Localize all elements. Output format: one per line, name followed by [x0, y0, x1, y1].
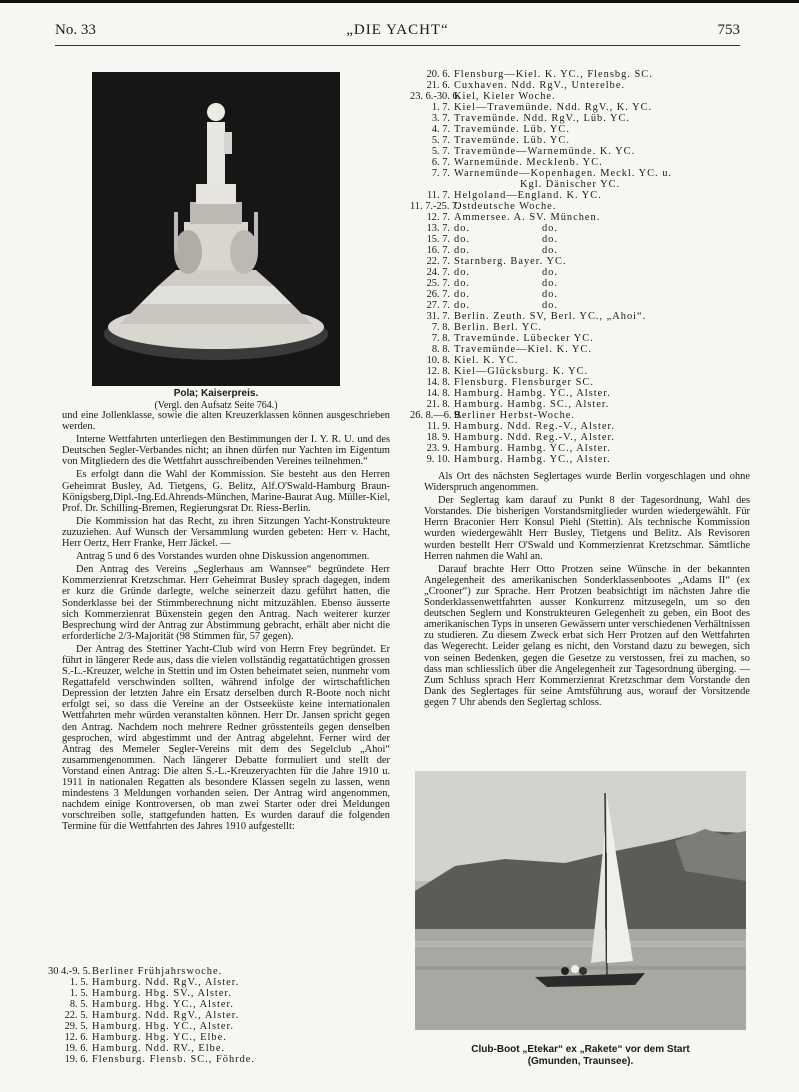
schedule-date: 14. 8.	[426, 388, 450, 399]
schedule-date: 13. 7.	[426, 223, 450, 234]
schedule-date: 29. 5.	[64, 1021, 88, 1032]
schedule-date: 11. 7.-25. 7.	[410, 201, 460, 212]
schedule-row	[410, 190, 750, 201]
schedule-row	[410, 91, 750, 102]
schedule-date: 4. 7.	[431, 124, 450, 135]
schedule-row	[410, 443, 750, 454]
paragraph: Der Antrag des Stettiner Yacht-Club wird von Herrn Frey begründet. Er führt in längerer Rede aus, dass die vielen vollständig regattatüchtigen grossen S.-L.-Kreuzer, welche in Stettin und im Osten beheimatet seien, nunmehr vom Regattafeld verschwinden sollten, während infolge der wirtschaftlichen Depression der letzten Jahre ein Ersatz derselben durch R-Boote noch nicht erfolgt sei, so dass die Vereine an der Ostseeküste keine internationalen Wettfahrten mehr würden veranstalten können. Herr Dr. Jansen spricht gegen den Antrag. Nachdem noch mehrere Redner grösstenteils gegen denselben gesprochen, wird abgestimmt und der Antrag abgelehnt. Ferner wird der Antrag des Memeler Segler-Vereins mit dem des Segelclub „Ahoi“ zusammengenommen. Nach längerer Debatte formuliert und stellt der Vorstand einen Antrag: Die alten S.-L.-Kreuzeryachten für die Jahre 1910 u. 1911 in nationalen Regatten als besondere Klassen segeln zu lassen, wenn mindestens 3 Meldungen vorhanden seien. Der Antrag wird angenommen, nachdem einige Kontroversen, ob man zwei Starter oder drei Meldungen vorschreiben solle, stattgefunden hatten. Es wurden darauf die folgenden Termine für die Wettfahrten des Jahres 1910 aufgestellt:	[62, 643, 390, 833]
schedule-row	[410, 201, 750, 212]
schedule-date: 25. 7.	[426, 278, 450, 289]
schedule-row	[410, 432, 750, 443]
schedule-row	[48, 1054, 378, 1065]
schedule-date: 1. 7.	[431, 102, 450, 113]
schedule-date: 7. 7.	[431, 168, 450, 179]
schedule-row	[48, 966, 378, 977]
schedule-entry: Kiel. K. YC.	[454, 355, 519, 366]
schedule-row	[410, 168, 750, 179]
schedule-date: 1. 5.	[69, 988, 88, 999]
schedule-row	[48, 977, 378, 988]
schedule-row	[410, 344, 750, 355]
schedule-entry: do. do.	[454, 289, 558, 300]
schedule-entry: Hamburg. Hbg. YC., Alster.	[92, 999, 235, 1010]
paragraph: Die Kommission hat das Recht, zu ihren Sitzungen Yacht-Konstrukteure zuzuziehen. Auf Wunsch der Versammlung wurden gebeten: Herr v. Hacht, Herr Oertz, Herr Franke, Herr Jäckel. —	[62, 515, 390, 550]
schedule-entry: Cuxhaven. Ndd. RgV., Unterelbe.	[454, 80, 626, 91]
schedule-entry: do. do.	[454, 234, 558, 245]
paragraph: Den Antrag des Vereins „Seglerhaus am Wannsee“ begründete Herr Kommerzienrat Kretzschmar. Herr Geheimrat Busley sprach dagegen, indem er kurz die Gründe darlegte, welche seinerzeit dazu geführt hatten, die Sonderklasse bei der Stimmberechnung nicht mitzuzählen. Ebenso äusserte sich Kommerzienrat Büxenstein gegen den Antrag. Nach weiterer kurzer Besprechung wird der Antrag zur Abstimmung gebracht, erhält aber nicht die erforderliche 2/3-Majorität (98 Stimmen für, 57 gegen).	[62, 564, 390, 642]
schedule-entry: do. do.	[454, 223, 558, 234]
schedule-entry: Starnberg. Bayer. YC.	[454, 256, 567, 267]
schedule-entry: Flensburg. Flensburger SC.	[454, 377, 594, 388]
schedule-entry: Hamburg. Hbg. YC., Elbe.	[92, 1032, 227, 1043]
schedule-entry: Hamburg. Hbg. SV., Alster.	[92, 988, 232, 999]
schedule-row	[410, 113, 750, 124]
schedule-entry: Berliner Frühjahrswoche.	[92, 966, 223, 977]
schedule-entry: Hamburg. Hambg. YC., Alster.	[454, 388, 611, 399]
schedule-entry: Hamburg. Hambg. YC., Alster.	[454, 454, 611, 465]
schedule-row	[410, 388, 750, 399]
schedule-row	[410, 135, 750, 146]
schedule-entry: Kiel—Glücksburg. K. YC.	[454, 366, 589, 377]
schedule-date: 24. 7.	[426, 267, 450, 278]
schedule-entry: do. do.	[454, 267, 558, 278]
schedule-row	[410, 212, 750, 223]
schedule-entry: Flensburg. Flensb. SC., Föhrde.	[92, 1054, 256, 1065]
paragraph: Interne Wettfahrten unterliegen den Bestimmungen der I. Y. R. U. und des Deutschen Segler-Verbandes nicht; an ihnen dürfen nur Yachten im Eigentum von Mitgliedern des die Wettfahrt ausschreibenden Vereines teilnehmen.“	[62, 434, 390, 468]
monument-caption	[92, 388, 340, 411]
schedule-row	[410, 124, 750, 135]
schedule-date: 19. 6.	[64, 1043, 88, 1054]
schedule-date: 21. 6.	[426, 80, 450, 91]
schedule-date: 12. 6.	[64, 1032, 88, 1043]
paragraph: Es erfolgt dann die Wahl der Kommission. Sie besteht aus den Herren Geheimrat Busley, Ad. Tietgens, G. Belitz, Alf.O'Swald-Hamburg Braun-Königsberg,Dipl.-Ing.Ed.Ahrends-München, Marine-Baurat Aug. Müller-Kiel, Prof. Dr. Schilling-Bremen, Regierungsrat Dr. Riess-Berlin.	[62, 469, 390, 514]
schedule-entry: Flensburg—Kiel. K. YC., Flensbg. SC.	[454, 69, 653, 80]
schedule-row	[410, 311, 750, 322]
schedule-date: 8. 8.	[431, 344, 450, 355]
schedule-row	[410, 322, 750, 333]
schedule-date: 5. 7.	[431, 135, 450, 146]
monument-caption-title: Pola; Kaiserpreis.	[173, 388, 259, 399]
schedule-row	[410, 300, 750, 311]
schedule-entry: do. do.	[454, 300, 558, 311]
schedule-date: 26. 8.—6. 9.	[410, 410, 462, 421]
schedule-date: 23. 6.-30. 6.	[410, 91, 461, 102]
sailboat-caption-line2: (Gmunden, Traunsee).	[527, 1055, 634, 1067]
monument-photo	[92, 72, 340, 386]
schedule-row	[410, 355, 750, 366]
left-schedule	[48, 966, 378, 1065]
schedule-date: 14. 8.	[426, 377, 450, 388]
schedule-date: 3. 7.	[431, 113, 450, 124]
monument-caption-note: (Vergl. den Aufsatz Seite 764.)	[154, 399, 278, 411]
schedule-entry: Hamburg. Hbg. YC., Alster.	[92, 1021, 235, 1032]
schedule-date: 10. 8.	[426, 355, 450, 366]
right-schedule	[410, 69, 750, 465]
schedule-entry: Berliner Herbst-Woche.	[454, 410, 575, 421]
schedule-entry: Hamburg. Ndd. Reg.-V., Alster.	[454, 432, 615, 443]
schedule-date: 1. 5.	[69, 977, 88, 988]
schedule-entry: do. do.	[454, 245, 558, 256]
schedule-row	[410, 399, 750, 410]
header-rule	[55, 45, 740, 46]
schedule-date: 26. 7.	[426, 289, 450, 300]
schedule-entry: Ammersee. A. SV. München.	[454, 212, 601, 223]
paragraph: Darauf brachte Herr Otto Protzen seine Wünsche in der bekannten Angelegenheit des amerikanischen Sonderklassenbootes „Adams II“ (ex „Crooner“) zur Sprache. Herr Protzen beabsichtigt im nächsten Jahre die Sonderklassenwettfahrten ausser Konkurrenz mitzusegeln, um so den deutschen Seglern und Konstrukteuren Gelegenheit zu geben, ein Boot des amerikanischen Typs in unseren Gewässern unter verschiedenen Verhältnissen zu studieren. Zu diesem Zweck erbat sich Herr Protzen auf den Wettfahrten das Wegerecht. Leider gelang es nicht, den Vorstand dazu zu bewegen, sich von seinen Bedenken, gegen die Gesetze zu verstossen, frei zu machen, so dass man schliesslich über die Angelegenheit zur Tagesordnung überging. — Zum Schluss sprach Herr Kommerzienrat Kretzschmar dem Vorstande den Dank des Seglertages für seine Amtsführung aus, worauf der Vorsitzende gegen 7 Uhr abends den Seglertag schloss.	[424, 563, 750, 708]
top-border	[0, 0, 799, 3]
schedule-row	[48, 1021, 378, 1032]
schedule-entry: Travemünde. Lübecker YC.	[454, 333, 594, 344]
magazine-title: „DIE YACHT“	[346, 22, 449, 38]
schedule-row	[410, 234, 750, 245]
schedule-entry: Hamburg. Ndd. RV., Elbe.	[92, 1043, 226, 1054]
schedule-row	[410, 410, 750, 421]
schedule-entry: Travemünde. Lüb. YC.	[454, 124, 570, 135]
schedule-row	[48, 1043, 378, 1054]
schedule-entry: Helgoland—England. K. YC.	[454, 190, 602, 201]
paragraph: Als Ort des nächsten Seglertages wurde Berlin vorgeschlagen und ohne Widerspruch angenommen.	[424, 471, 750, 494]
schedule-date: 9. 10.	[426, 454, 450, 465]
schedule-date: 8. 5.	[69, 999, 88, 1010]
sailboat-photo	[415, 771, 746, 1030]
schedule-date: 6. 7.	[431, 157, 450, 168]
schedule-row	[410, 421, 750, 432]
schedule-row	[48, 1010, 378, 1021]
schedule-date: 16. 7.	[426, 245, 450, 256]
left-column-text	[62, 410, 390, 832]
schedule-row	[410, 69, 750, 80]
schedule-entry: Travemünde—Kiel. K. YC.	[454, 344, 592, 355]
schedule-date: 5. 7.	[431, 146, 450, 157]
schedule-date: 27. 7.	[426, 300, 450, 311]
schedule-row	[410, 278, 750, 289]
page-header	[55, 22, 740, 44]
schedule-row	[48, 988, 378, 999]
schedule-entry: do. do.	[454, 278, 558, 289]
schedule-row	[48, 1032, 378, 1043]
monument-illustration	[92, 72, 340, 386]
page-number: 753	[717, 22, 740, 38]
schedule-date: 12. 8.	[426, 366, 450, 377]
issue-number: No. 33	[55, 22, 96, 38]
schedule-entry: Hamburg. Hambg. YC., Alster.	[454, 443, 611, 454]
schedule-row	[410, 245, 750, 256]
paragraph: Antrag 5 und 6 des Vorstandes wurden ohne Diskussion angenommen.	[76, 551, 370, 563]
schedule-date: 12. 7.	[426, 212, 450, 223]
right-column-text	[424, 469, 750, 708]
schedule-date: 21. 8.	[426, 399, 450, 410]
schedule-row	[410, 377, 750, 388]
schedule-row	[410, 256, 750, 267]
schedule-row	[410, 223, 750, 234]
schedule-date: 7. 8.	[431, 322, 450, 333]
schedule-entry: Hamburg. Hambg. SC., Alster.	[454, 399, 610, 410]
schedule-entry: Berlin. Zeuth. SV, Berl. YC., „Ahoi“.	[454, 311, 647, 322]
schedule-row	[410, 289, 750, 300]
schedule-entry: Travemünde. Ndd. RgV., Lüb. YC.	[454, 113, 631, 124]
schedule-row	[410, 267, 750, 278]
paragraph: und eine Jollenklasse, sowie die alten Kreuzerklassen können ausgeschrieben werden.	[62, 410, 390, 433]
schedule-entry: Warnemünde. Mecklenb. YC.	[454, 157, 603, 168]
schedule-entry: Kgl. Dänischer YC.	[520, 179, 621, 190]
schedule-date: 22. 5.	[64, 1010, 88, 1021]
schedule-date: 22. 7.	[426, 256, 450, 267]
schedule-row	[410, 454, 750, 465]
schedule-date: 20. 6.	[426, 69, 450, 80]
schedule-entry: Ostdeutsche Woche.	[454, 201, 557, 212]
schedule-entry: Hamburg. Ndd. RgV., Alster.	[92, 1010, 240, 1021]
schedule-row	[48, 999, 378, 1010]
schedule-date: 31. 7.	[426, 311, 450, 322]
schedule-row	[410, 179, 750, 190]
schedule-date: 23. 9.	[426, 443, 450, 454]
schedule-entry: Berlin. Berl. YC.	[454, 322, 542, 333]
schedule-entry: Travemünde. Lüb. YC.	[454, 135, 570, 146]
schedule-date: 7. 8.	[431, 333, 450, 344]
schedule-row	[410, 157, 750, 168]
schedule-entry: Hamburg. Ndd. Reg.-V., Alster.	[454, 421, 615, 432]
schedule-entry: Warnemünde—Kopenhagen. Meckl. YC. u.	[454, 168, 673, 179]
schedule-date: 15. 7.	[426, 234, 450, 245]
schedule-date: 11. 9.	[427, 421, 450, 432]
schedule-date: 11. 7.	[427, 190, 450, 201]
schedule-date: 19. 6.	[64, 1054, 88, 1065]
schedule-row	[410, 102, 750, 113]
paragraph: Der Seglertag kam darauf zu Punkt 8 der Tagesordnung, Wahl des Vorstandes. Die bisherigen Vorstandsmitglieder wurden wiedergewählt. Für Herrn Braconier Herr Konsul Piehl (Stettin). Als technische Kommission wurden wiedergewählt Herr Busley, Tietgens und Belitz. Als Revisoren wurden bestellt Herr O'Swald und Kommerzienrat Kretzschmar. Sämtliche Herren nahmen die Wahl an.	[424, 495, 750, 562]
schedule-entry: Travemünde—Warnemünde. K. YC.	[454, 146, 636, 157]
schedule-row	[410, 80, 750, 91]
schedule-row	[410, 366, 750, 377]
sailboat-caption-line1: Club-Boot „Etekar“ ex „Rakete“ vor dem Start	[471, 1044, 690, 1055]
schedule-row	[410, 146, 750, 157]
schedule-date: 18. 9.	[426, 432, 450, 443]
schedule-entry: Kiel, Kieler Woche.	[454, 91, 556, 102]
schedule-entry: Hamburg. Ndd. RgV., Alster.	[92, 977, 240, 988]
schedule-date: 30 4.-9. 5.	[48, 966, 91, 977]
schedule-row	[410, 333, 750, 344]
sailboat-caption	[415, 1044, 746, 1067]
sailboat-illustration	[415, 771, 746, 1030]
schedule-entry: Kiel—Travemünde. Ndd. RgV., K. YC.	[454, 102, 653, 113]
